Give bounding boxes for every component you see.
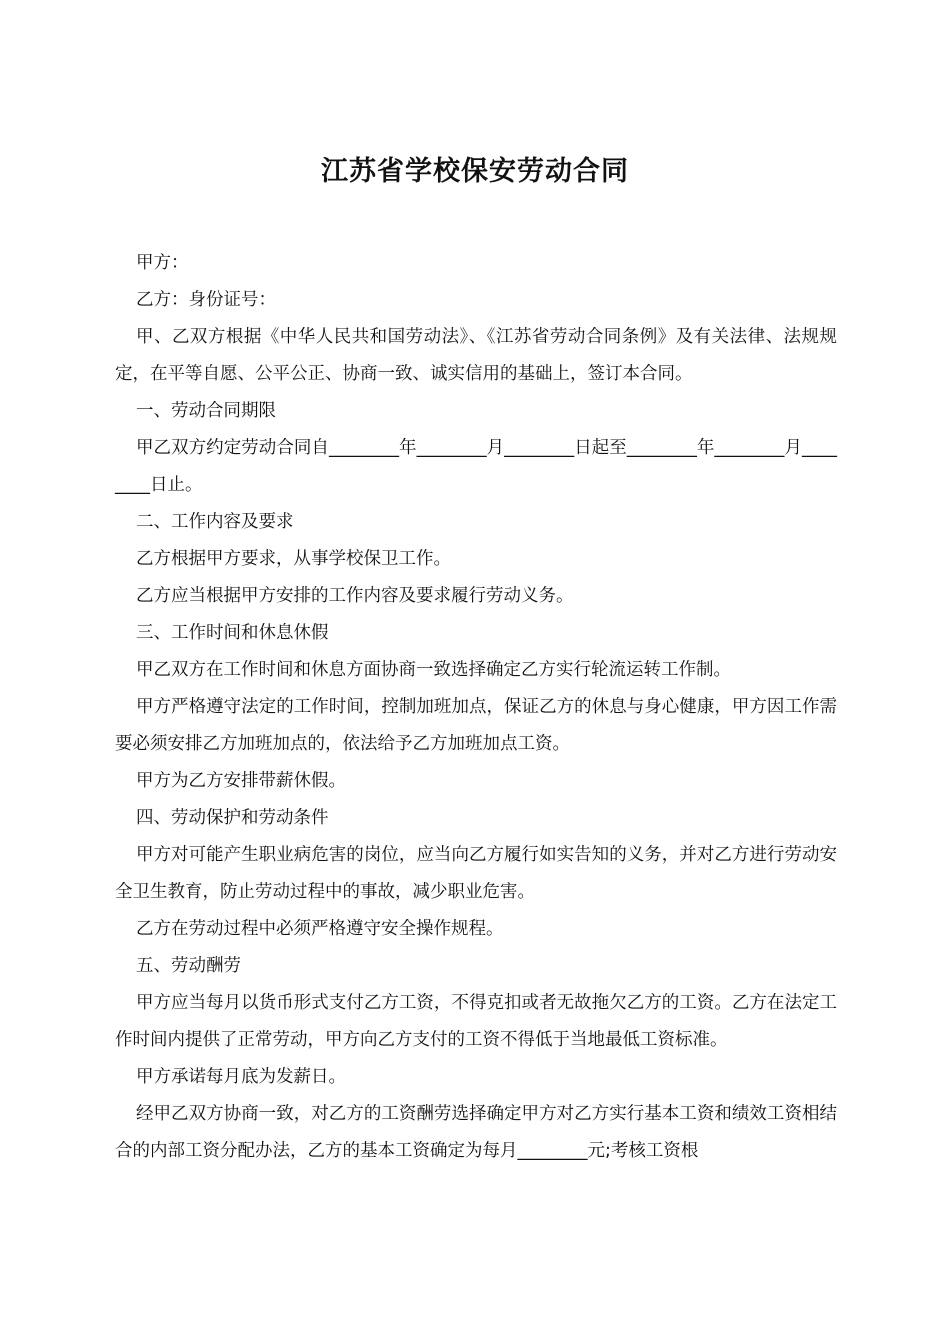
salary-structure-paragraph: 经甲乙双方协商一致，对乙方的工资酬劳选择确定甲方对乙方实行基本工资和绩效工资相结合的内部工资分配办法，乙方的基本工资确定为每月________元;考核工资根 — [115, 1104, 837, 1161]
section-heading-term: 一、劳动合同期限 — [136, 401, 276, 421]
payday-paragraph: 甲方承诺每月底为发薪日。 — [136, 1067, 346, 1087]
safety-rules-paragraph: 乙方在劳动过程中必须严格遵守安全操作规程。 — [136, 919, 504, 939]
section-heading-work-hours: 三、工作时间和休息休假 — [136, 623, 329, 643]
section-heading-remuneration: 五、劳动酬劳 — [136, 956, 241, 976]
shift-system-paragraph: 甲乙双方在工作时间和休息方面协商一致选择确定乙方实行轮流运转工作制。 — [136, 660, 731, 680]
party-b-line: 乙方：身份证号： — [136, 290, 276, 310]
work-duty-paragraph: 乙方应当根据甲方安排的工作内容及要求履行劳动义务。 — [136, 586, 574, 606]
contract-term-paragraph: 甲乙双方约定劳动合同自________年________月________日起至________年________月________日止。 — [115, 438, 837, 495]
document-body — [115, 245, 837, 1170]
section-heading-work-content: 二、工作内容及要求 — [136, 512, 294, 532]
party-a-line: 甲方： — [136, 253, 189, 273]
preamble-paragraph: 甲、乙双方根据《中华人民共和国劳动法》、《江苏省劳动合同条例》及有关法律、法规规定，在平等自愿、公平公正、协商一致、诚实信用的基础上，签订本合同。 — [115, 327, 837, 384]
section-heading-labor-protection: 四、劳动保护和劳动条件 — [136, 808, 329, 828]
work-content-paragraph: 乙方根据甲方要求，从事学校保卫工作。 — [136, 549, 451, 569]
wage-payment-paragraph: 甲方应当每月以货币形式支付乙方工资，不得克扣或者无故拖欠乙方的工资。乙方在法定工作时间内提供了正常劳动，甲方向乙方支付的工资不得低于当地最低工资标准。 — [115, 993, 837, 1050]
overtime-paragraph: 甲方严格遵守法定的工作时间，控制加班加点，保证乙方的休息与身心健康，甲方因工作需要必须安排乙方加班加点的，依法给予乙方加班加点工资。 — [115, 697, 837, 754]
occupational-hazard-paragraph: 甲方对可能产生职业病危害的岗位，应当向乙方履行如实告知的义务，并对乙方进行劳动安全卫生教育，防止劳动过程中的事故，减少职业危害。 — [115, 845, 837, 902]
paid-leave-paragraph: 甲方为乙方安排带薪休假。 — [136, 771, 346, 791]
document-title: 江苏省学校保安劳动合同 — [321, 156, 629, 188]
